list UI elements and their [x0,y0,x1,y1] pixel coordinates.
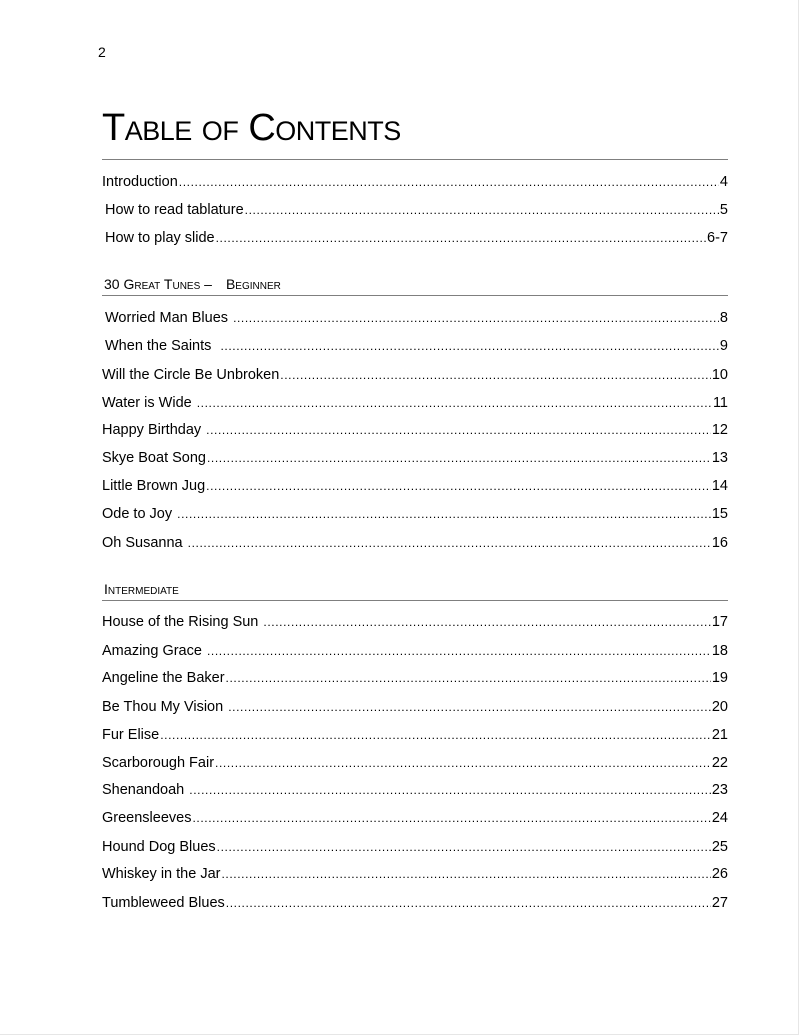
toc-entry[interactable] [102,893,728,913]
toc-entry-page: 4 [719,174,728,190]
dot-leader [179,172,719,192]
toc-entry[interactable] [102,837,728,857]
dot-leader [192,808,710,828]
toc-entry[interactable] [102,476,728,496]
dot-leader [206,476,711,496]
toc-entry-label: Will the Circle Be Unbroken [102,367,280,383]
toc-entry-label: House of the Rising Sun [102,614,263,630]
toc-entry[interactable] [102,504,728,524]
toc-entry-label: Hound Dog Blues [102,839,216,855]
toc-entry-page: 21 [711,727,728,743]
toc-entry[interactable] [102,308,728,328]
dot-leader [233,308,719,328]
toc-entry-page: 14 [711,478,728,494]
toc-entry[interactable] [102,668,728,688]
toc-entry-page: 11 [712,395,728,411]
toc-entry-page: 25 [711,839,728,855]
dot-leader [160,725,711,745]
dot-leader [188,533,711,553]
dot-leader [207,448,711,468]
section-heading-sub: Beginner [225,276,281,292]
dot-leader [216,228,706,248]
toc-entry[interactable] [102,533,728,553]
toc-entry-label: Greensleeves [102,810,192,826]
toc-entry[interactable] [102,753,728,773]
toc-entry-label: Oh Susanna [102,535,187,551]
toc-entry-label: Introduction [102,174,178,190]
dot-leader [215,753,711,773]
toc-entry[interactable] [102,393,728,413]
toc-entry-page: 22 [711,755,728,771]
dot-leader [245,200,719,220]
dot-leader [226,668,711,688]
toc-entry[interactable] [102,336,728,356]
toc-entry-label: Ode to Joy [102,506,177,522]
toc-entry-page: 9 [719,338,728,354]
toc-entry[interactable] [102,780,728,800]
toc-entry-label: How to read tablature [105,202,244,218]
toc-entry-label: How to play slide [105,230,215,246]
toc-entry-label: Tumbleweed Blues [102,895,225,911]
toc-entry-label: Little Brown Jug [102,478,206,494]
toc-entry[interactable] [102,365,728,385]
dot-leader [228,697,711,717]
toc-entry-page: 8 [719,310,728,326]
section-rule [102,600,728,601]
toc-entry-page: 5 [719,202,728,218]
toc-entry[interactable] [102,448,728,468]
toc-entry[interactable] [102,864,728,884]
toc-entry-page: 26 [711,866,728,882]
dot-leader [207,641,711,661]
dot-leader [197,393,712,413]
toc-entry-page: 23 [711,782,728,798]
toc-entry-page: 13 [711,450,728,466]
toc-entry[interactable] [102,420,728,440]
dot-leader [221,864,710,884]
toc-entry-label: Worried Man Blues [105,310,233,326]
toc-entry[interactable] [102,641,728,661]
dot-leader [189,780,711,800]
toc-entry[interactable] [102,697,728,717]
section-rule [102,295,728,296]
toc-entry-label: Happy Birthday [102,422,206,438]
dot-leader [217,837,711,857]
toc-entry-page: 19 [711,670,728,686]
dot-leader [280,365,711,385]
section-heading-beginner [104,275,281,293]
toc-entry-label: Water is Wide [102,395,196,411]
toc-entry-label: Skye Boat Song [102,450,206,466]
section-heading-intermediate: Intermediate [104,581,179,597]
toc-entry-page: 10 [711,367,728,383]
toc-entry-label: Scarborough Fair [102,755,215,771]
title-rule [102,159,728,160]
toc-entry-page: 27 [711,895,728,911]
page-title: Table of Contents [102,107,401,149]
toc-entry-page: 20 [711,699,728,715]
toc-entry-page: 6-7 [707,230,728,246]
dot-leader [263,612,710,632]
dot-leader [177,504,711,524]
toc-entry-page: 15 [711,506,728,522]
toc-entry-label: Fur Elise [102,727,160,743]
toc-entry-page: 12 [711,422,728,438]
toc-entry-tablature[interactable] [102,200,728,220]
toc-entry-slide[interactable] [102,228,728,248]
toc-entry-label: Angeline the Baker [102,670,225,686]
dot-leader [206,420,711,440]
toc-entry[interactable] [102,808,728,828]
toc-entry-page: 24 [711,810,728,826]
toc-entry-introduction[interactable] [102,172,728,192]
toc-entry[interactable] [102,612,728,632]
page-number: 2 [98,44,106,60]
toc-entry-label: Whiskey in the Jar [102,866,221,882]
dot-leader [226,893,711,913]
section-heading-main: 30 Great Tunes – [104,276,212,292]
toc-entry-page: 18 [711,643,728,659]
dot-leader [220,336,718,356]
toc-entry-page: 16 [711,535,728,551]
toc-entry-label: Be Thou My Vision [102,699,228,715]
toc-entry-page: 17 [711,614,728,630]
toc-entry-label: When the Saints [105,338,220,354]
toc-entry-label: Amazing Grace [102,643,206,659]
toc-entry[interactable] [102,725,728,745]
toc-entry-label: Shenandoah [102,782,189,798]
